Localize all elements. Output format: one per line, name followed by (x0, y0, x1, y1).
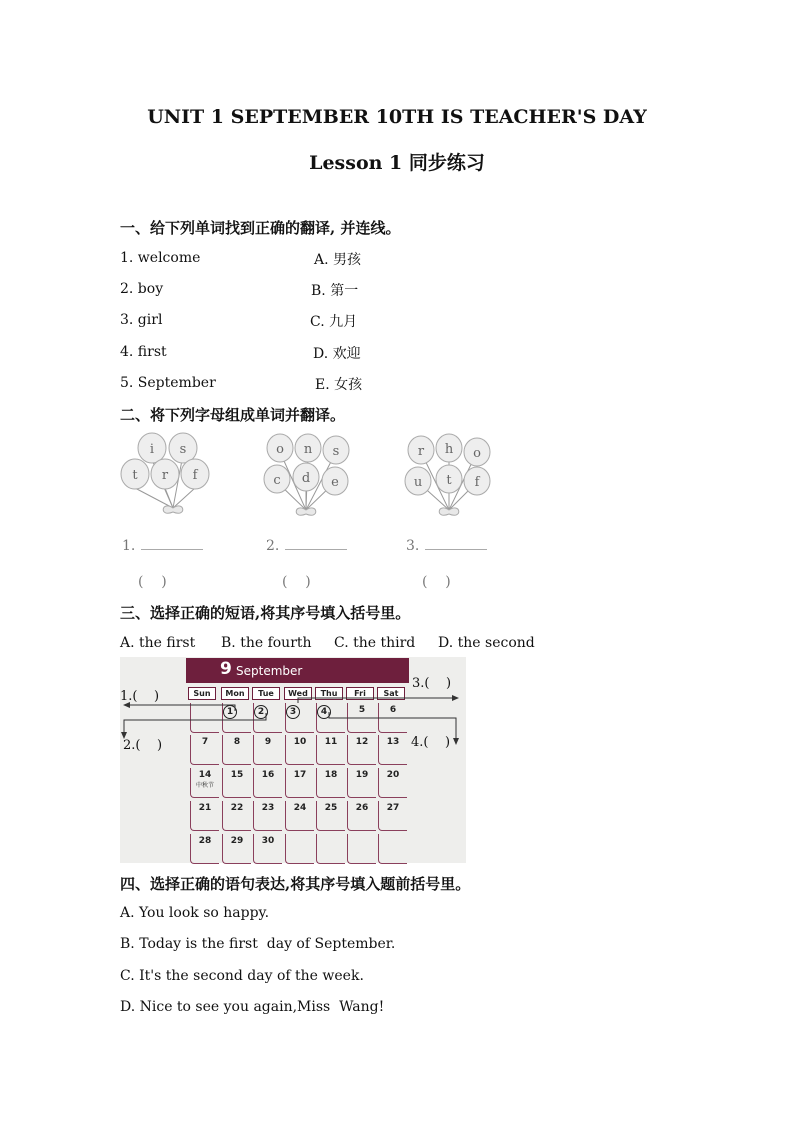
balloon-letter: h (444, 442, 454, 457)
answer-label: 2. (266, 538, 280, 554)
balloon-bunch-2 (262, 430, 358, 522)
translation-item: B. 第一 (311, 283, 359, 299)
holiday-note: 中秋节 (195, 782, 214, 789)
day-name: Wed (284, 687, 312, 700)
balloon-letter: f (192, 468, 198, 483)
option-b: B. the fourth (221, 635, 312, 651)
calendar-date: 23 (261, 803, 275, 813)
calendar-date: 9 (264, 737, 272, 747)
circled-date: 4 (317, 705, 331, 719)
balloon-letter: t (446, 473, 452, 488)
page-title: UNIT 1 SEPTEMBER 10TH IS TEACHER'S DAY (147, 106, 647, 128)
calendar-blank-1[interactable]: 1.( ) (120, 689, 160, 704)
translation-item: C. 九月 (310, 314, 358, 330)
calendar-date: 19 (355, 770, 369, 780)
balloon-letter: d (301, 471, 311, 486)
calendar-cell (222, 768, 251, 798)
calendar-cell (316, 801, 345, 831)
calendar-blank-2[interactable]: 2.( ) (123, 738, 163, 753)
calendar-cell (378, 768, 407, 798)
calendar-cell (285, 768, 314, 798)
answer-label: 1. (122, 538, 136, 554)
calendar-cell (253, 801, 282, 831)
day-name: Sat (377, 687, 405, 700)
balloon-letter: n (303, 442, 313, 457)
calendar-date: 16 (261, 770, 275, 780)
calendar-date: 26 (355, 803, 369, 813)
calendar-cell (316, 834, 345, 864)
translation-paren-1[interactable]: ( ) (138, 574, 167, 590)
month-name: September (236, 664, 303, 678)
answer-blank[interactable] (425, 537, 487, 550)
calendar-date: 17 (293, 770, 307, 780)
translation-item: E. 女孩 (315, 377, 363, 393)
balloon-letter: s (179, 442, 187, 457)
calendar-cell (222, 834, 251, 864)
calendar-cell (253, 834, 282, 864)
word-item: 5. September (120, 375, 216, 391)
balloon-letter: u (413, 475, 423, 490)
day-name: Sun (188, 687, 216, 700)
balloon-letter: e (331, 475, 339, 490)
sentence-item: D. Nice to see you again,Miss Wang! (120, 999, 385, 1015)
calendar-cell (253, 768, 282, 798)
month-number: 9 (220, 659, 232, 679)
calendar-cell (285, 834, 314, 864)
calendar-date: 7 (201, 737, 209, 747)
option-c: C. the third (334, 635, 416, 651)
calendar-blank-4[interactable]: 4.( ) (411, 735, 451, 750)
calendar-date: 25 (324, 803, 338, 813)
calendar-cell (190, 834, 219, 864)
circled-date: 1 (223, 705, 237, 719)
calendar-cell (222, 801, 251, 831)
calendar-date: 20 (386, 770, 400, 780)
calendar-cell (316, 768, 345, 798)
lesson-subtitle: Lesson 1 同步练习 (309, 152, 485, 174)
answer-line-2 (266, 537, 347, 554)
balloon-letter: i (149, 442, 155, 457)
answer-line-1 (122, 537, 203, 554)
calendar-date: 5 (358, 705, 366, 715)
sentence-item: A. You look so happy. (120, 905, 270, 921)
calendar-date: 10 (293, 737, 307, 747)
translation-paren-3[interactable]: ( ) (422, 574, 451, 590)
translation-paren-2[interactable]: ( ) (282, 574, 311, 590)
calendar-date: 6 (389, 705, 397, 715)
section1-heading: 一、给下列单词找到正确的翻译, 并连线。 (120, 219, 401, 237)
calendar-cell (378, 834, 407, 864)
calendar-date: 12 (355, 737, 369, 747)
calendar-cell (347, 768, 376, 798)
option-d: D. the second (438, 635, 535, 651)
calendar-blank-3[interactable]: 3.( ) (412, 676, 452, 691)
balloon-letter: r (417, 444, 425, 459)
section2-heading: 二、将下列字母组成单词并翻译。 (120, 406, 346, 424)
day-name: Mon (221, 687, 249, 700)
balloon-letter: s (332, 444, 340, 459)
calendar-date: 22 (230, 803, 244, 813)
calendar-date: 14 (198, 770, 212, 780)
calendar-cell (285, 801, 314, 831)
calendar-date: 30 (261, 836, 275, 846)
balloon-letter: c (273, 473, 281, 488)
word-item: 1. welcome (120, 250, 201, 266)
calendar-date: 15 (230, 770, 244, 780)
section3-heading: 三、选择正确的短语,将其序号填入括号里。 (120, 604, 411, 622)
answer-blank[interactable] (141, 537, 203, 550)
day-name: Tue (252, 687, 280, 700)
day-name: Fri (346, 687, 374, 700)
answer-blank[interactable] (285, 537, 347, 550)
word-item: 3. girl (120, 312, 163, 328)
balloon-bunch-1 (117, 430, 213, 522)
balloon-letter: o (473, 446, 481, 461)
calendar-cell (347, 834, 376, 864)
calendar-cell (190, 801, 219, 831)
calendar-cell (190, 768, 219, 798)
sentence-item: C. It's the second day of the week. (120, 968, 364, 984)
section4-heading: 四、选择正确的语句表达,将其序号填入题前括号里。 (120, 875, 471, 893)
balloon-letter: o (276, 442, 284, 457)
balloon-letter: t (132, 468, 138, 483)
calendar-date: 18 (324, 770, 338, 780)
circled-date: 3 (286, 705, 300, 719)
answer-line-3 (406, 537, 487, 554)
calendar-date: 21 (198, 803, 212, 813)
balloon-letter: f (474, 475, 480, 490)
translation-item: A. 男孩 (314, 252, 362, 268)
circled-date: 2 (254, 705, 268, 719)
answer-label: 3. (406, 538, 420, 554)
calendar-date: 24 (293, 803, 307, 813)
calendar-date: 27 (386, 803, 400, 813)
calendar-date: 13 (386, 737, 400, 747)
word-item: 2. boy (120, 281, 164, 297)
day-name: Thu (315, 687, 343, 700)
calendar-cell (347, 801, 376, 831)
option-a: A. the first (120, 635, 196, 651)
calendar-date: 29 (230, 836, 244, 846)
calendar-date: 28 (198, 836, 212, 846)
translation-item: D. 欢迎 (313, 346, 361, 362)
calendar-header (186, 658, 409, 683)
word-item: 4. first (120, 344, 167, 360)
balloon-bunch-3 (403, 430, 499, 522)
calendar-date: 8 (233, 737, 241, 747)
sentence-item: B. Today is the first day of September. (120, 936, 396, 952)
calendar-cell (378, 801, 407, 831)
calendar-date: 11 (324, 737, 338, 747)
balloon-letter: r (161, 468, 169, 483)
